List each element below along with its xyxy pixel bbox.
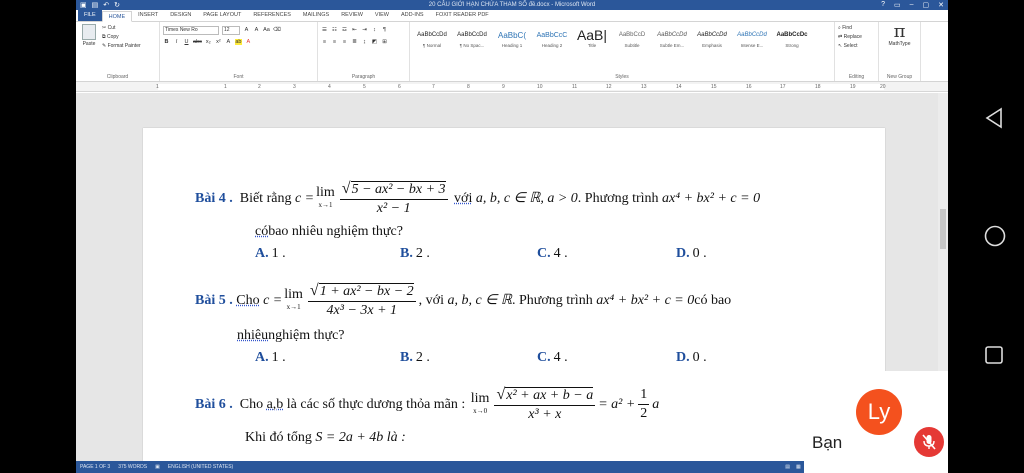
- answer-key: D.: [676, 246, 690, 261]
- page-count[interactable]: PAGE 1 OF 3: [80, 464, 111, 470]
- style-name: ¶ Normal: [422, 43, 442, 48]
- style-sample: AaBbCcDd: [417, 32, 447, 38]
- answer-5d[interactable]: [676, 350, 707, 366]
- question-5-voi: , với: [418, 292, 444, 308]
- question-6-eq-tail: = a² +: [598, 396, 636, 412]
- tab-add-ins[interactable]: ADD-INS: [400, 12, 424, 18]
- document-page[interactable]: [143, 128, 885, 461]
- question-6-text: là các số thực dương thỏa mãn :: [286, 396, 466, 412]
- answer-key: B.: [400, 246, 413, 261]
- ruler-number: 17: [780, 84, 786, 90]
- style-heading-1[interactable]: [492, 24, 532, 72]
- style-sample: AaBbC(: [497, 30, 526, 40]
- text-effects-icon[interactable]: A: [226, 39, 231, 45]
- ruler-number: 9: [502, 84, 505, 90]
- answer-value: 2 .: [415, 246, 430, 261]
- redo-icon[interactable]: ↻: [114, 2, 120, 9]
- window-controls: [881, 1, 944, 9]
- answer-key: B.: [400, 350, 413, 365]
- copy-icon: ⧉: [102, 34, 106, 40]
- ruler-number: 13: [641, 84, 647, 90]
- answer-4b[interactable]: [400, 246, 430, 262]
- align-center-icon[interactable]: ≡: [332, 39, 337, 45]
- question-6-line-2: [245, 430, 406, 446]
- style-name: Subtle Em...: [659, 43, 685, 48]
- style-subtitle[interactable]: [612, 24, 652, 72]
- lim-subscript: x→0: [473, 406, 488, 415]
- style-title[interactable]: [572, 24, 612, 72]
- window-title: 20 CÂU GIỚI HẠN CHỨA THAM SỐ đề.docx - Microsoft Word: [428, 2, 596, 8]
- new-group-label: New Group: [886, 74, 913, 80]
- style-subtle-emphasis[interactable]: [652, 24, 692, 72]
- answer-4d[interactable]: [676, 246, 707, 262]
- answer-value: 1 .: [271, 350, 286, 365]
- ruler-number: 5: [363, 84, 366, 90]
- numerator-text: 1 + ax² − bx − 2: [319, 284, 414, 299]
- numerator-text: 5 − ax² − bx + 3: [351, 182, 446, 197]
- recents-icon[interactable]: [984, 345, 1004, 365]
- lim-word: lim: [470, 390, 490, 406]
- question-6-fraction: [494, 386, 595, 423]
- italic-button[interactable]: I: [175, 39, 178, 45]
- style-name: Subtitle: [624, 43, 640, 48]
- answer-key: A.: [255, 350, 269, 365]
- paragraph-group: [318, 22, 410, 81]
- scissors-icon: ✂: [102, 25, 107, 31]
- style-name: Title: [587, 43, 597, 48]
- help-button[interactable]: ?: [881, 1, 885, 8]
- ruler-strip: [158, 84, 884, 90]
- line-spacing-icon[interactable]: ↨: [363, 39, 366, 45]
- clipboard-group-label: Clipboard: [106, 74, 129, 80]
- style-name: Intense E...: [740, 43, 764, 48]
- style-sample: AaBbCcDd: [737, 32, 767, 38]
- decrease-indent-icon[interactable]: ⇤: [352, 27, 357, 33]
- one-half-fraction: [638, 387, 649, 422]
- answer-4a[interactable]: [255, 246, 286, 262]
- tab-review[interactable]: REVIEW: [341, 12, 363, 18]
- answer-5a[interactable]: [255, 350, 286, 366]
- question-4-c-eq: c =: [294, 190, 315, 206]
- participant-name: Bạn: [812, 433, 843, 452]
- align-right-icon[interactable]: ≡: [342, 39, 347, 45]
- read-mode-icon[interactable]: ▤: [785, 464, 791, 470]
- question-4-line-2: [255, 224, 403, 240]
- pilcrow-icon[interactable]: ¶: [383, 27, 386, 33]
- question-4-label: Bài 4 .: [195, 190, 233, 206]
- style-name: Emphasis: [702, 43, 722, 48]
- question-6-khi-do: Khi đó tổng: [245, 430, 312, 445]
- question-5-mid: . Phương trình: [511, 292, 593, 308]
- replace-label: Replace: [843, 34, 862, 40]
- tab-file[interactable]: FILE: [78, 10, 102, 21]
- question-6-line-1: [195, 386, 659, 423]
- question-4-condition: a, b, c ∈ ℝ, a > 0: [475, 191, 578, 206]
- lim-subscript: x→1: [286, 302, 301, 311]
- question-4-co: có: [255, 224, 269, 239]
- increase-indent-icon[interactable]: ⇥: [362, 27, 367, 33]
- question-6-sum: S = 2a + 4b: [315, 430, 384, 445]
- ruler-number: 16: [746, 84, 752, 90]
- ruler-number: 1: [156, 84, 159, 90]
- style-sample: AaBbCcDc: [776, 32, 808, 38]
- question-5-nhieu: nhiêu: [237, 328, 269, 343]
- answer-value: 4 .: [553, 350, 568, 365]
- style-name: Strong: [785, 43, 799, 48]
- tab-home[interactable]: HOME: [102, 11, 133, 22]
- ruler-number: 11: [572, 84, 578, 90]
- question-5-equation: ax⁴ + bx² + c = 0: [596, 292, 695, 308]
- ruler-number: 15: [711, 84, 717, 90]
- sort-icon[interactable]: ↕: [373, 27, 376, 33]
- select-label: Select: [843, 43, 858, 49]
- select-button[interactable]: [838, 43, 875, 49]
- borders-icon[interactable]: ⊞: [382, 39, 387, 45]
- question-5-label: Bài 5 .: [195, 292, 233, 308]
- cut-button[interactable]: [102, 25, 141, 31]
- question-5-line-1: [195, 282, 731, 319]
- ruler-number: 6: [398, 84, 401, 90]
- style-heading-2[interactable]: [532, 24, 572, 72]
- back-icon[interactable]: [984, 107, 1004, 129]
- style-name: Heading 1: [501, 43, 523, 48]
- style-sample: AaBbCcD: [618, 32, 646, 38]
- style-sample: AaBbCcDd: [697, 32, 727, 38]
- tab-page-layout[interactable]: PAGE LAYOUT: [203, 12, 242, 18]
- close-button[interactable]: ✕: [938, 2, 944, 9]
- ruler-number: 7: [432, 84, 435, 90]
- half-numerator: 1: [638, 387, 649, 405]
- superscript-button[interactable]: x²: [216, 39, 221, 45]
- styles-group-label: Styles: [615, 74, 629, 80]
- ruler-number: 19: [850, 84, 856, 90]
- justify-icon[interactable]: ≣: [352, 39, 357, 45]
- lim-word: lim: [284, 286, 303, 302]
- answer-value: 2 .: [415, 350, 430, 365]
- lim-subscript: x→1: [318, 200, 333, 209]
- question-5-condition: a, b, c ∈ ℝ: [447, 293, 512, 308]
- highlight-icon[interactable]: ab: [235, 39, 242, 45]
- cut-label: Cut: [107, 25, 116, 31]
- font-name-select[interactable]: Times New Ro: [163, 26, 219, 35]
- mathtype-label[interactable]: MathType: [888, 41, 911, 47]
- ruler-number: 2: [258, 84, 261, 90]
- style-normal[interactable]: [412, 24, 452, 72]
- ruler-number: 1: [224, 84, 227, 90]
- font-size-select[interactable]: 12: [222, 26, 240, 35]
- ruler-number: 4: [328, 84, 331, 90]
- format-painter-label: Format Painter: [107, 43, 141, 49]
- numerator-text: x² + ax + b − a: [506, 388, 594, 403]
- proofing-icon[interactable]: ▣: [155, 464, 160, 470]
- style-no-spacing[interactable]: [452, 24, 492, 72]
- avatar: Ly: [856, 389, 902, 435]
- style-name: ¶ No Spac...: [459, 43, 485, 48]
- mic-off-button[interactable]: [914, 427, 944, 457]
- tab-mailings[interactable]: MAILINGS: [302, 12, 330, 18]
- title-bar: [76, 0, 948, 10]
- sqrt-icon: √: [309, 282, 319, 299]
- tab-foxit-reader-pdf[interactable]: FOXIT READER PDF: [435, 12, 489, 18]
- pi-icon[interactable]: π: [893, 21, 906, 42]
- grow-font-icon[interactable]: A: [244, 27, 249, 33]
- answer-4c[interactable]: [537, 246, 568, 262]
- paste-label: Paste: [82, 41, 96, 47]
- ruler-number: 14: [676, 84, 682, 90]
- quick-access-toolbar: [80, 1, 120, 9]
- answer-value: 0 .: [692, 246, 707, 261]
- bullets-icon[interactable]: ☰: [322, 27, 327, 33]
- paste-button[interactable]: [79, 24, 99, 72]
- scrollbar-thumb[interactable]: [940, 209, 946, 249]
- copy-label: Copy: [106, 34, 119, 40]
- question-6-label: Bài 6 .: [195, 396, 233, 412]
- undo-icon[interactable]: ↶: [103, 2, 110, 9]
- word-count[interactable]: 375 WORDS: [118, 464, 148, 470]
- maximize-button[interactable]: ▢: [922, 2, 930, 9]
- question-6-cho: Cho: [239, 396, 264, 412]
- ribbon-home: [76, 22, 948, 82]
- question-6-ab: a,b: [266, 396, 284, 412]
- fraction-numerator: [308, 282, 416, 302]
- editing-group: [835, 22, 879, 81]
- answer-value: 0 .: [692, 350, 707, 365]
- shading-icon[interactable]: ◩: [371, 39, 378, 45]
- answer-key: D.: [676, 350, 690, 365]
- answer-value: 1 .: [271, 246, 286, 261]
- sqrt-icon: √: [341, 180, 351, 197]
- question-5-c-eq: c =: [263, 292, 283, 308]
- style-sample: AaB|: [576, 27, 608, 43]
- ruler-number: 20: [880, 84, 886, 90]
- tab-insert[interactable]: INSERT: [138, 12, 159, 18]
- language-status[interactable]: ENGLISH (UNITED STATES): [167, 464, 234, 470]
- brush-icon: ✎: [102, 43, 107, 49]
- binoculars-icon: ⌕: [838, 25, 841, 31]
- half-denominator: 2: [640, 406, 648, 421]
- print-layout-icon[interactable]: ▦: [796, 464, 801, 470]
- tab-design[interactable]: DESIGN: [170, 12, 192, 18]
- fraction-numerator: [494, 386, 595, 406]
- numbering-icon[interactable]: ☷: [332, 27, 337, 33]
- font-group: [160, 22, 318, 81]
- question-5-limit: [284, 286, 303, 313]
- change-case-icon[interactable]: Aa: [263, 27, 270, 33]
- home-icon[interactable]: [984, 225, 1006, 247]
- style-sample: AaBbCcDd: [457, 32, 487, 38]
- mic-off-icon: [922, 434, 936, 450]
- ribbon-display-button[interactable]: ▭: [893, 2, 901, 9]
- replace-icon: ⇄: [838, 34, 843, 40]
- question-4-fraction: [340, 180, 448, 217]
- lim-word: lim: [316, 184, 335, 200]
- question-4-equation: ax⁴ + bx² + c = 0: [662, 190, 761, 206]
- strikethrough-button[interactable]: abc: [193, 39, 202, 45]
- question-4-intro: Biết rằng: [239, 190, 292, 206]
- ruler-number: 10: [537, 84, 543, 90]
- clipboard-icon: [82, 24, 96, 40]
- question-5-line-2: [237, 328, 345, 344]
- question-5-fraction: [308, 282, 416, 319]
- fraction-denominator: 4x³ − 3x + 1: [326, 303, 398, 318]
- cursor-icon: ↖: [838, 43, 843, 49]
- style-sample: AaBbCcC: [536, 31, 568, 39]
- ruler-number: 12: [606, 84, 612, 90]
- tab-view[interactable]: VIEW: [374, 12, 389, 18]
- answer-value: 4 .: [553, 246, 568, 261]
- new-group: [879, 22, 921, 81]
- shrink-font-icon[interactable]: A: [254, 27, 259, 33]
- fraction-numerator: [340, 180, 448, 200]
- editing-group-label: Editing: [848, 74, 865, 80]
- font-group-label: Font: [233, 74, 244, 80]
- question-6-eq-end: a: [652, 396, 660, 412]
- ruler-number: 3: [293, 84, 296, 90]
- ruler-number: 8: [467, 84, 470, 90]
- underline-button[interactable]: U: [184, 39, 189, 45]
- ruler-number: 18: [815, 84, 821, 90]
- answer-5b[interactable]: [400, 350, 430, 366]
- video-call-tile[interactable]: [804, 371, 948, 473]
- fraction-denominator: x² − 1: [376, 201, 411, 216]
- question-4-mid: . Phương trình: [577, 190, 659, 206]
- tab-references[interactable]: REFERENCES: [253, 12, 291, 18]
- subscript-button[interactable]: x₂: [205, 39, 211, 45]
- styles-gallery: [410, 22, 835, 81]
- paragraph-group-label: Paragraph: [351, 74, 376, 80]
- question-5-cho: Cho: [236, 292, 260, 308]
- question-5-question: nghiệm thực?: [268, 328, 345, 343]
- answer-5c[interactable]: [537, 350, 568, 366]
- save-icon[interactable]: ▤: [91, 2, 99, 9]
- question-4-question: bao nhiêu nghiệm thực?: [268, 224, 403, 239]
- sqrt-icon: √: [496, 386, 506, 403]
- style-emphasis[interactable]: [692, 24, 732, 72]
- find-label: Find: [842, 25, 852, 31]
- clear-format-icon[interactable]: ⌫: [273, 27, 281, 33]
- fraction-denominator: x³ + x: [528, 407, 562, 422]
- question-4-line-1: [195, 180, 760, 217]
- horizontal-ruler[interactable]: [76, 82, 948, 92]
- answer-key: C.: [537, 246, 551, 261]
- copy-button[interactable]: [102, 34, 141, 40]
- style-intense-emphasis[interactable]: [732, 24, 772, 72]
- answer-key: C.: [537, 350, 551, 365]
- minimize-button[interactable]: –: [909, 1, 914, 8]
- question-6-limit: [470, 390, 490, 417]
- font-color-icon[interactable]: A: [246, 39, 251, 45]
- bold-button[interactable]: B: [164, 39, 169, 45]
- question-5-tail: có bao: [694, 292, 732, 308]
- android-navigation-bar: [948, 0, 1024, 473]
- replace-button[interactable]: [838, 34, 875, 40]
- question-4-limit: [316, 184, 335, 211]
- question-4-voi: với: [454, 190, 473, 206]
- style-name: Heading 2: [541, 43, 563, 48]
- word-logo-icon: ▣: [80, 2, 87, 9]
- find-button[interactable]: [838, 25, 875, 31]
- clipboard-group: [76, 22, 160, 81]
- answer-key: A.: [255, 246, 269, 261]
- ribbon-tabs: [76, 10, 948, 22]
- question-6-la: là :: [386, 430, 406, 445]
- style-sample: AaBbCcDd: [657, 32, 687, 38]
- align-left-icon[interactable]: ≡: [322, 39, 327, 45]
- style-strong[interactable]: [772, 24, 812, 72]
- multilevel-icon[interactable]: ☲: [342, 27, 347, 33]
- format-painter-button[interactable]: [102, 43, 141, 49]
